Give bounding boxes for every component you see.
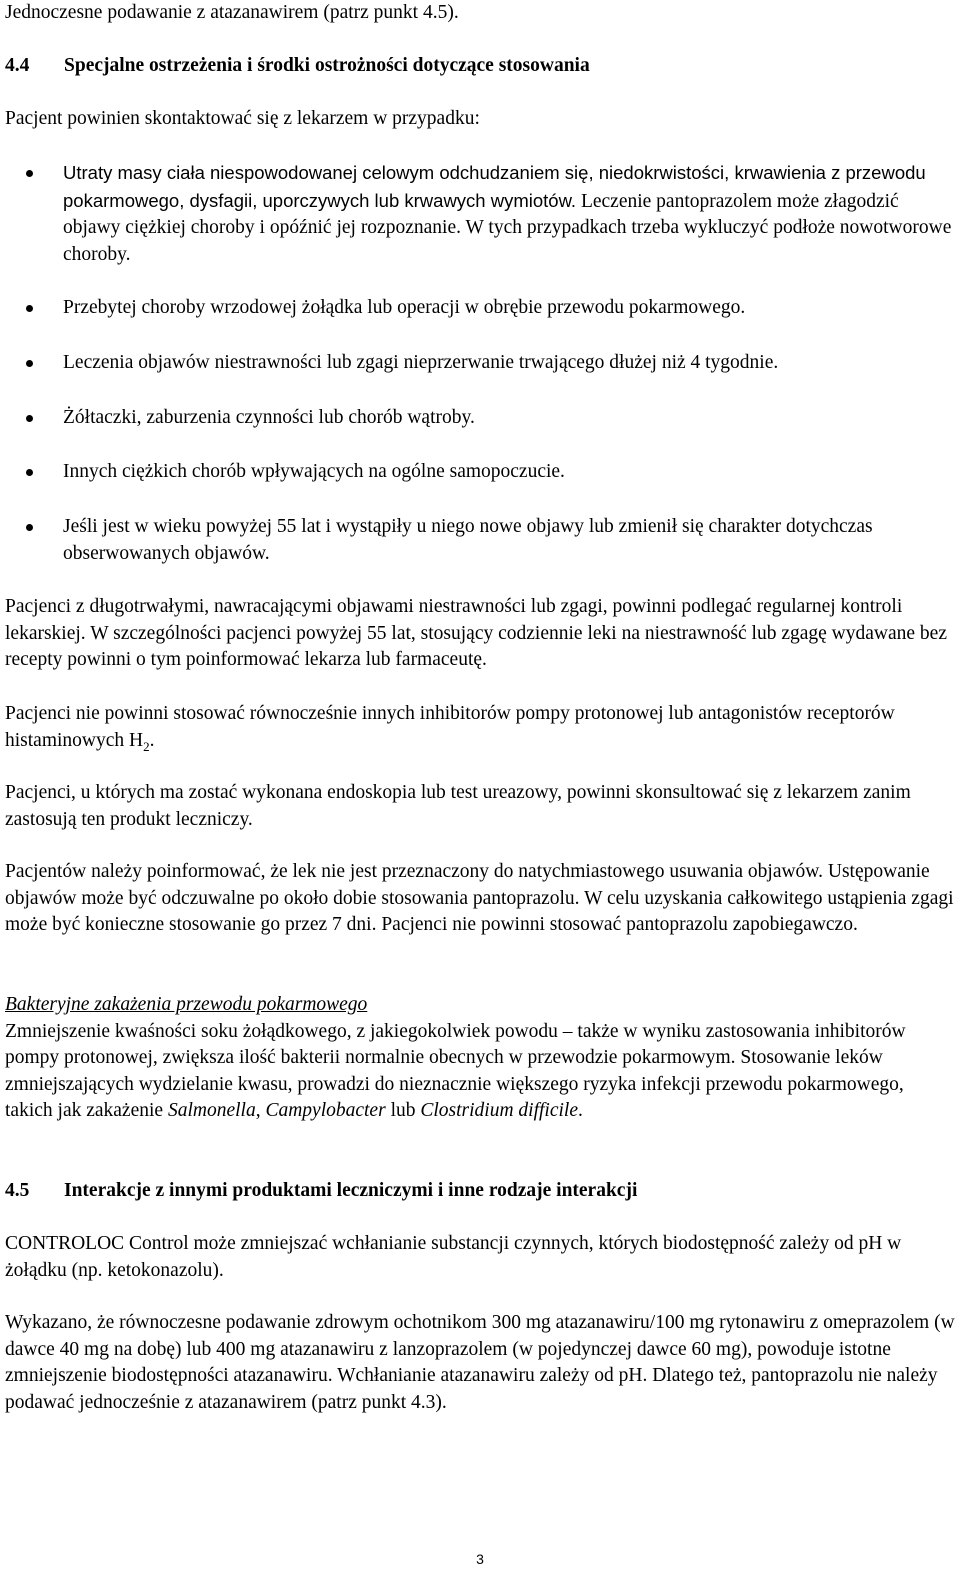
- bullet-text: Żółtaczki, zaburzenia czynności lub chorób wątroby.: [63, 407, 475, 428]
- section-heading-4-4: [5, 53, 955, 80]
- section-number: 4.5: [5, 1180, 30, 1201]
- list-item: [63, 514, 953, 567]
- section-title: Specjalne ostrzeżenia i środki ostrożności dotyczące stosowania: [64, 55, 590, 76]
- paragraph-not-immediate: Pacjentów należy poinformować, że lek nie jest przeznaczony do natychmiastowego usuwania objawów. Ustępowanie objawów może być odczuwalne po około dobie stosowania pantoprazolu. W celu uzyskania całkowitego ustąpienia zgagi może być konieczne stosowanie go przez 7 dni. Pacjenci nie powinni stosować pantoprazolu zapobiegawczo.: [5, 861, 954, 935]
- bacterial-infections-section: [5, 992, 955, 1125]
- bullet-text-sans: Utraty masy ciała niespowodowanej celowym odchudzaniem się, niedokrwistości, krwawienia z przewodu pokarmowego, dysfagii, uporczywych lub krwawych wymiotów.: [63, 162, 926, 211]
- bullet-text: Jeśli jest w wieku powyżej 55 lat i wystąpiły u niego nowe objawy lub zmienił się charakter dotychczas obserwowanych objawów.: [63, 516, 873, 564]
- species-name: Salmonella: [167, 1100, 256, 1121]
- species-name: Campylobacter: [265, 1100, 386, 1121]
- separator: ,: [255, 1100, 266, 1121]
- paragraph-endoscopy: Pacjenci, u których ma zostać wykonana endoskopia lub test ureazowy, powinni skonsultować się z lekarzem zanim zastosują ten produkt leczniczy.: [5, 782, 911, 830]
- paragraph-atazanavir: Wykazano, że równoczesne podawanie zdrowym ochotnikom 300 mg atazanawiru/100 mg rytonawiru z omeprazolem (w dawce 40 mg na dobę) lub 400 mg atazanawiru z lanzoprazolem (w pojedynczej dawce 60 mg), powoduje istotne zmniejszenie biodostępności atazanawiru. Wchłanianie atazanawiru zależy od pH. Dlatego też, pantoprazolu nie należy podawać jednocześnie z atazanawirem (patrz punkt 4.3).: [5, 1312, 955, 1413]
- bullet-icon: [26, 305, 33, 312]
- bullet-icon: [26, 170, 33, 177]
- paragraph-end: .: [578, 1100, 583, 1121]
- subsection-title: Bakteryjne zakażenia przewodu pokarmowego: [5, 994, 368, 1015]
- bullet-text: Innych ciężkich chorób wpływających na ogólne samopoczucie.: [63, 461, 565, 482]
- intro-paragraph: Pacjent powinien skontaktować się z lekarzem w przypadku:: [5, 108, 480, 129]
- separator: lub: [385, 1100, 421, 1121]
- subscript: 2: [143, 738, 150, 754]
- paragraph-end: .: [149, 729, 155, 751]
- bullet-icon: [26, 415, 33, 422]
- list-item: [63, 350, 953, 377]
- bullet-text: Przebytej choroby wrzodowej żołądka lub operacji w obrębie przewodu pokarmowego.: [63, 297, 746, 318]
- paragraph-regular-control: Pacjenci z długotrwałymi, nawracającymi objawami niestrawności lub zgagi, powinni podlegać regularnej kontroli lekarskiej. W szczególności pacjenci powyżej 55 lat, stosujący codziennie leki na niestrawność lub zgagę wydawane bez recepty powinni o tym poinformować lekarza lub farmaceutę.: [5, 596, 947, 670]
- list-item: [63, 295, 953, 322]
- bacterial-paragraph: [5, 1019, 955, 1125]
- bullet-text-serif: Leczenie pantoprazolem może złagodzić objawy ciężkiej choroby i opóźnić jej rozpoznanie. W tych przypadkach trzeba wykluczyć podłoże nowotworowe choroby.: [63, 190, 952, 265]
- paragraph-controloc: CONTROLOC Control może zmniejszać wchłanianie substancji czynnych, których biodostępność zależy od pH w żołądku (np. ketokonazolu).: [5, 1233, 902, 1281]
- paragraph-no-combination: [5, 701, 955, 754]
- bullet-text: Leczenia objawów niestrawności lub zgagi nieprzerwanie trwającego dłużej niż 4 tygodnie.: [63, 352, 779, 373]
- section-heading-4-5: [5, 1178, 955, 1205]
- list-item: [63, 405, 953, 432]
- list-item: [63, 160, 953, 268]
- paragraph-text: Zmniejszenie kwaśności soku żołądkowego, z jakiegokolwiek powodu – także w wyniku zastosowania inhibitorów pompy protonowej, zwiększa ilość bakterii normalnie obecnych w przewodzie pokarmowym. Stosowanie leków zmniejszających wydzielanie kwasu, prowadzi do nieznacznie większego ryzyka infekcji przewodu pokarmowego, takich jak zakażenie: [5, 1020, 906, 1121]
- paragraph-text: Pacjenci nie powinni stosować równocześnie innych inhibitorów pompy protonowej lub antagonistów receptorów histaminowych H: [5, 703, 895, 751]
- page-number: 3: [476, 1551, 484, 1567]
- section-number: 4.4: [5, 55, 30, 76]
- bullet-icon: [26, 360, 33, 367]
- bullet-icon: [26, 524, 33, 531]
- list-item: [63, 459, 953, 486]
- bullet-icon: [26, 469, 33, 476]
- section-title: Interakcje z innymi produktami leczniczymi i inne rodzaje interakcji: [64, 1180, 638, 1201]
- species-name: Clostridium difficile: [420, 1100, 578, 1121]
- top-line: Jednoczesne podawanie z atazanawirem (patrz punkt 4.5).: [5, 2, 459, 23]
